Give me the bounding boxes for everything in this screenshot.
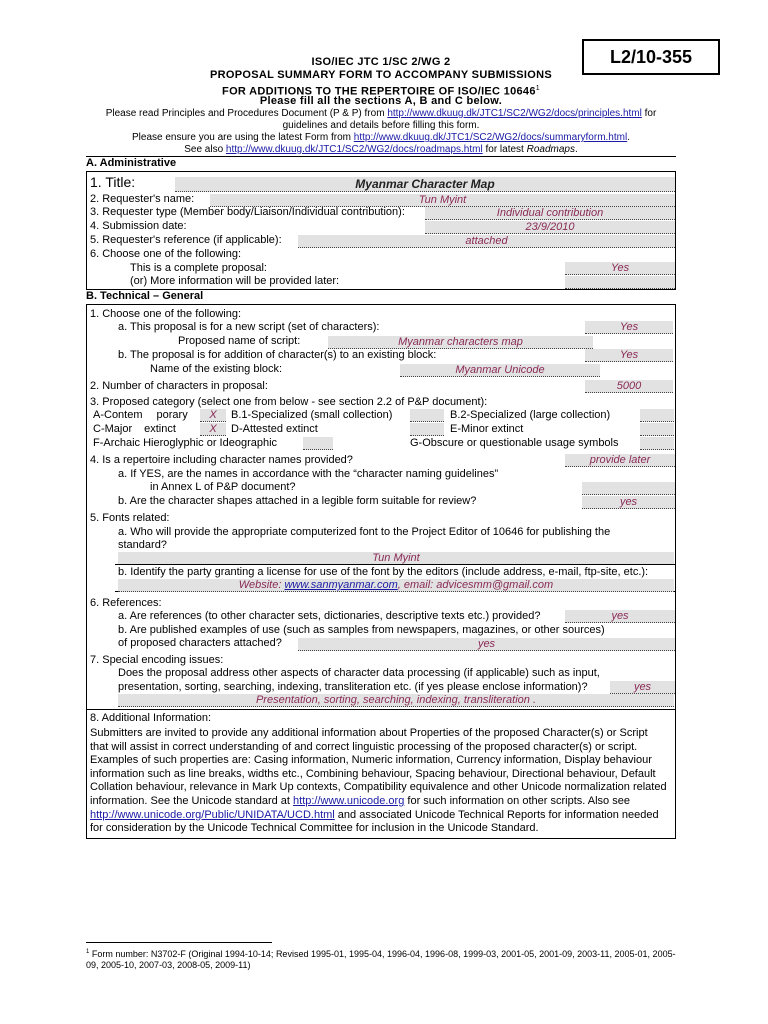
- type-value: Individual contribution: [496, 207, 604, 219]
- license-value: [118, 579, 674, 591]
- cat-f-field[interactable]: [303, 437, 333, 450]
- principles-link[interactable]: http://www.dkuug.dk/JTC1/SC2/WG2/docs/principles.html: [387, 108, 642, 119]
- license-pre: Website:: [238, 579, 282, 591]
- q3-label: 3. Proposed category (select one from below - see section 2.2 of P&P document):: [90, 396, 488, 408]
- q4a-label1: a. If YES, are the names in accordance with the “character naming guidelines”: [118, 468, 499, 480]
- q6-label: 6. References:: [90, 597, 162, 609]
- additional-text2: for such information on other scripts. Also see: [407, 794, 630, 807]
- cat-c-text1: C-Major: [93, 423, 133, 435]
- q6b-value: yes: [477, 638, 496, 650]
- q6b-label2: of proposed characters attached?: [118, 637, 282, 649]
- roadmaps-link[interactable]: http://www.dkuug.dk/JTC1/SC2/WG2/docs/roadmaps.html: [225, 144, 483, 155]
- license-post: , email: advicesmm@gmail.com: [397, 579, 554, 591]
- see-roadmaps: Roadmaps: [526, 144, 575, 155]
- complete-value: Yes: [610, 262, 630, 274]
- cat-g-label: G-Obscure or questionable usage symbols: [410, 437, 619, 449]
- ensure-pre: Please ensure you are using the latest Form from: [132, 132, 351, 143]
- additional-heading: 8. Additional Information:: [90, 712, 212, 724]
- q7-text1: Does the proposal address other aspects of character data processing (if applicable) such as input,: [118, 667, 600, 679]
- cat-e-label: E-Minor extinct: [450, 423, 524, 435]
- q4a-label2: in Annex L of P&P document?: [150, 481, 296, 493]
- q5a-label2: standard?: [118, 539, 167, 551]
- q1a-label: a. This proposal is for a new script (set of characters):: [118, 321, 380, 333]
- header-ensure-line: [86, 132, 676, 144]
- type-label: 3. Requester type (Member body/Liaison/Individual contribution):: [90, 206, 405, 218]
- more-info-field[interactable]: [565, 276, 675, 289]
- additional-text3: and associated Unicode Technical Reports for information needed for consideration by the Unicode Technical Committee for inclusion in the Unicode Standard.: [90, 808, 659, 835]
- more-info-label: (or) More information will be provided later:: [130, 275, 340, 287]
- q4b-value: yes: [619, 496, 638, 508]
- cat-b2-label: B.2-Specialized (large collection): [450, 409, 611, 421]
- q5-label: 5. Fonts related:: [90, 512, 170, 524]
- q7-label: 7. Special encoding issues:: [90, 654, 224, 666]
- section-b-heading: B. Technical – General: [86, 290, 204, 302]
- header-read-line2: guidelines and details before filling this form.: [282, 120, 480, 131]
- read-post: for: [644, 108, 657, 119]
- q5a-label1: a. Who will provide the appropriate computerized font to the Project Editor of 10646 for publishing the: [118, 526, 611, 538]
- q1a-value: Yes: [619, 321, 639, 333]
- cat-a-text2: porary: [156, 409, 188, 421]
- unicode-link[interactable]: http://www.unicode.org: [293, 794, 405, 807]
- read-pre: Please read Principles and Procedures Document (P & P) from: [105, 108, 385, 119]
- q6a-label: a. Are references (to other character sets, dictionaries, descriptive texts etc.) provided?: [118, 610, 541, 622]
- cat-a-label: [93, 409, 188, 422]
- q4-label: 4. Is a repertoire including character names provided?: [90, 454, 353, 466]
- cat-b1-field[interactable]: [410, 409, 444, 422]
- see-pre: See also: [184, 144, 224, 155]
- header-form-title: PROPOSAL SUMMARY FORM TO ACCOMPANY SUBMISSIONS: [210, 69, 552, 81]
- date-value: 23/9/2010: [525, 221, 575, 233]
- q5b-label: b. Identify the party granting a license for use of the font by the editors (include address, e-mail, ftp-site, etc.):: [118, 566, 649, 578]
- q7-detail-value: Presentation, sorting, searching, indexing, transliteration .: [255, 694, 537, 706]
- script-name-value: Myanmar characters map: [398, 336, 523, 348]
- block-name-value: Myanmar Unicode: [455, 364, 545, 376]
- font-provider-value: Tun Myint: [372, 552, 420, 564]
- footnote: [86, 947, 686, 971]
- cat-g-field[interactable]: [640, 437, 674, 450]
- requester-value: Tun Myint: [418, 194, 467, 206]
- script-name-label: Proposed name of script:: [178, 335, 301, 347]
- cat-c-mark: X: [209, 423, 217, 435]
- q1-label: 1. Choose one of the following:: [90, 308, 242, 320]
- q4a-field[interactable]: [582, 482, 675, 495]
- document-id: L2/10-355: [582, 39, 720, 75]
- q4b-label: b. Are the character shapes attached in a legible form suitable for review?: [118, 495, 477, 507]
- cat-f-label: F-Archaic Hieroglyphic or Ideographic: [93, 437, 278, 449]
- title-value: Myanmar Character Map: [355, 177, 495, 191]
- header-see-line: [86, 144, 676, 156]
- requester-label: 2. Requester's name:: [90, 193, 195, 205]
- header-wg: ISO/IEC JTC 1/SC 2/WG 2: [311, 56, 451, 68]
- cat-e-field[interactable]: [640, 423, 674, 436]
- footnote-ref: 1: [535, 85, 540, 92]
- cat-d-label: D-Attested extinct: [231, 423, 318, 435]
- footnote-mark: 1: [86, 949, 90, 955]
- footnote-rule: [86, 942, 272, 943]
- website-link[interactable]: www.sanmyanmar.com: [284, 579, 398, 591]
- header-additions-text: FOR ADDITIONS TO THE REPERTOIRE OF ISO/IEC 10646: [222, 85, 536, 98]
- q6a-value: yes: [611, 610, 629, 622]
- header-instruction: Please fill all the sections A, B and C below.: [259, 95, 503, 107]
- q7-value: yes: [633, 681, 652, 693]
- cat-c-text2: extinct: [144, 423, 176, 435]
- cat-c-label: [93, 423, 176, 436]
- block-name-label: Name of the existing block:: [150, 363, 283, 375]
- q1b-label: b. The proposal is for addition of character(s) to an existing block:: [118, 349, 437, 361]
- cat-d-field[interactable]: [410, 423, 444, 436]
- q7-text2: presentation, sorting, searching, indexing, transliteration etc. (if yes please enclose information)?: [118, 681, 588, 693]
- ensure-post: .: [627, 132, 630, 143]
- q4-value: provide later: [589, 454, 651, 466]
- date-label: 4. Submission date:: [90, 220, 187, 232]
- q2-label: 2. Number of characters in proposal:: [90, 380, 268, 392]
- summaryform-link[interactable]: http://www.dkuug.dk/JTC1/SC2/WG2/docs/summaryform.html: [353, 132, 628, 143]
- complete-label: This is a complete proposal:: [130, 262, 267, 274]
- cat-a-mark: X: [209, 409, 217, 421]
- cat-b2-field[interactable]: [640, 409, 674, 422]
- choose-label: 6. Choose one of the following:: [90, 248, 242, 260]
- section-a-heading: A. Administrative: [86, 157, 177, 169]
- reference-label: 5. Requester's reference (if applicable):: [90, 234, 282, 246]
- title-label: 1. Title:: [90, 174, 136, 190]
- additional-paragraph: [90, 727, 668, 836]
- additional-text1: Submitters are invited to provide any additional information about Properties of the proposed Character(s) or Script that will assist in correct understanding of and correct linguistic processing of the proposed character(s) or script. Examples of such properties are: Casing information, Numeric information, Currency information, Display behaviour information such as line breaks, widths etc., Combining behaviour, Spacing behaviour, Directional behaviour, Default Collation behaviour, relevance in Mark Up contexts, Compatibility equivalence and other Unicode normalization related information. See the Unicode standard at: [90, 727, 667, 807]
- footnote-text: Form number: N3702-F (Original 1994-10-14; Revised 1995-01, 1995-04, 1996-04, 1996-08, 1999-03, 2001-05, 2001-09, 2003-11, 2005-01, 2005-09, 2005-10, 2007-03, 2008-05, 2009-11): [86, 949, 676, 970]
- q6b-label1: b. Are published examples of use (such as samples from newspapers, magazines, or other sources): [118, 624, 605, 636]
- cat-a-text1: A-Contem: [93, 409, 143, 421]
- see-end: .: [574, 144, 578, 155]
- cat-b1-label: B.1-Specialized (small collection): [231, 409, 393, 421]
- reference-value: attached: [465, 235, 508, 247]
- ucd-link[interactable]: http://www.unicode.org/Public/UNIDATA/UCD.html: [90, 808, 335, 821]
- see-post: for latest: [485, 144, 524, 155]
- char-count-value: 5000: [616, 380, 642, 392]
- q1b-value: Yes: [619, 349, 639, 361]
- header-read-line: [86, 108, 676, 120]
